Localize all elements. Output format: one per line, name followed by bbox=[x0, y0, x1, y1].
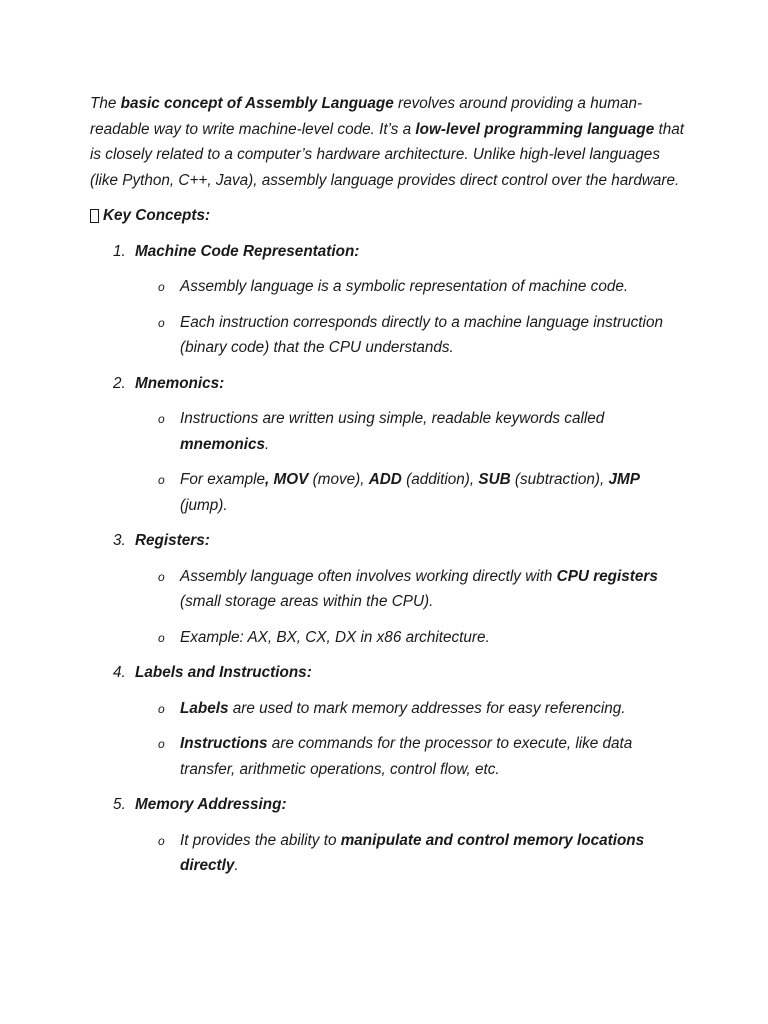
bullet-marker: o bbox=[158, 315, 165, 330]
key-concepts-label: Key Concepts: bbox=[103, 207, 211, 224]
list-item bbox=[90, 731, 690, 782]
bullet-marker: o bbox=[158, 630, 165, 645]
list-item bbox=[90, 310, 690, 361]
missing-glyph-icon bbox=[90, 209, 99, 223]
bullet-text: (move), bbox=[308, 471, 369, 488]
bullet-marker: o bbox=[158, 412, 165, 426]
bullet-bold-term: manipulate and control memory locations directly bbox=[180, 831, 645, 874]
bullet-text: Example: AX, BX, CX, DX in x86 architecture. bbox=[180, 628, 490, 646]
bullet-text: Each instruction corresponds directly to a machine language instruction (binary code) that the CPU understands. bbox=[180, 313, 663, 356]
section-title bbox=[90, 792, 690, 818]
list-item bbox=[90, 406, 690, 457]
section-title-text: Mnemonics: bbox=[135, 374, 225, 392]
section-number: 3. bbox=[113, 532, 126, 549]
bullet-bold-term: Labels bbox=[180, 699, 229, 717]
intro-text: The bbox=[90, 95, 121, 112]
intro-text: revolves around providing a human-readable way to write machine-level code. It’s a bbox=[90, 95, 643, 138]
bullet-text: are commands for the processor to execute, like data transfer, arithmetic operations, control flow, etc. bbox=[180, 735, 633, 778]
section-number: 5. bbox=[113, 796, 126, 813]
list-item bbox=[90, 564, 690, 615]
list-item bbox=[90, 274, 690, 300]
section-title bbox=[90, 528, 690, 554]
list-item bbox=[90, 625, 690, 651]
key-concepts-heading bbox=[90, 203, 690, 229]
bullet-bold-term: mnemonics bbox=[180, 435, 266, 453]
section-title-text: Machine Code Representation: bbox=[135, 242, 360, 260]
bullet-marker: o bbox=[158, 737, 165, 751]
bullet-bold-term: ADD bbox=[368, 471, 402, 488]
section-title-text: Registers: bbox=[135, 532, 210, 549]
intro-text: that is closely related to a computer’s hardware architecture. Unlike high-level languages (like Python, C++, Java), assembly language provides direct control over the hardware. bbox=[90, 120, 684, 189]
section-memory-addressing bbox=[90, 792, 690, 879]
bullet-bold-term: JMP bbox=[608, 471, 640, 488]
section-number: 4. bbox=[113, 664, 126, 681]
bullet-marker: o bbox=[158, 280, 165, 294]
section-title bbox=[90, 660, 690, 686]
section-title-text: Labels and Instructions: bbox=[135, 664, 312, 681]
section-number: 1. bbox=[113, 242, 126, 260]
bullet-text: Assembly language is a symbolic representation of machine code. bbox=[180, 278, 629, 295]
bullet-text: Assembly language often involves working directly with bbox=[180, 567, 557, 585]
section-title bbox=[90, 371, 690, 397]
bullet-text: (addition), bbox=[401, 471, 479, 488]
list-item bbox=[90, 467, 690, 518]
intro-bold-term: basic concept of Assembly Language bbox=[120, 95, 394, 112]
bullet-text: . bbox=[234, 857, 239, 874]
bullet-text: (subtraction), bbox=[510, 471, 609, 488]
bullet-bold-term: Instructions bbox=[180, 735, 268, 752]
section-mnemonics bbox=[90, 371, 690, 519]
bullet-bold-term: , MOV bbox=[265, 471, 309, 488]
section-machine-code bbox=[90, 239, 690, 361]
intro-paragraph bbox=[90, 91, 690, 193]
document-page bbox=[90, 91, 690, 889]
section-title-text: Memory Addressing: bbox=[135, 796, 287, 813]
section-title bbox=[90, 239, 690, 265]
bullet-marker: o bbox=[158, 569, 165, 584]
bullet-text: Instructions are written using simple, readable keywords called bbox=[180, 410, 605, 427]
intro-bold-term: low-level programming language bbox=[415, 120, 655, 138]
bullet-bold-term: CPU registers bbox=[556, 567, 658, 585]
bullet-marker: o bbox=[158, 701, 165, 716]
bullet-text: For example bbox=[180, 471, 266, 488]
section-labels-instructions bbox=[90, 660, 690, 782]
section-number: 2. bbox=[113, 374, 126, 392]
section-registers bbox=[90, 528, 690, 650]
bullet-text: . bbox=[265, 435, 270, 453]
bullet-text: (jump). bbox=[180, 496, 228, 514]
list-item bbox=[90, 828, 690, 879]
bullet-marker: o bbox=[158, 473, 165, 487]
bullet-bold-term: SUB bbox=[478, 471, 511, 488]
bullet-text: are used to mark memory addresses for easy referencing. bbox=[228, 699, 626, 717]
bullet-text: It provides the ability to bbox=[180, 831, 341, 849]
list-item bbox=[90, 696, 690, 722]
bullet-marker: o bbox=[158, 833, 165, 848]
bullet-text: (small storage areas within the CPU). bbox=[180, 593, 434, 610]
